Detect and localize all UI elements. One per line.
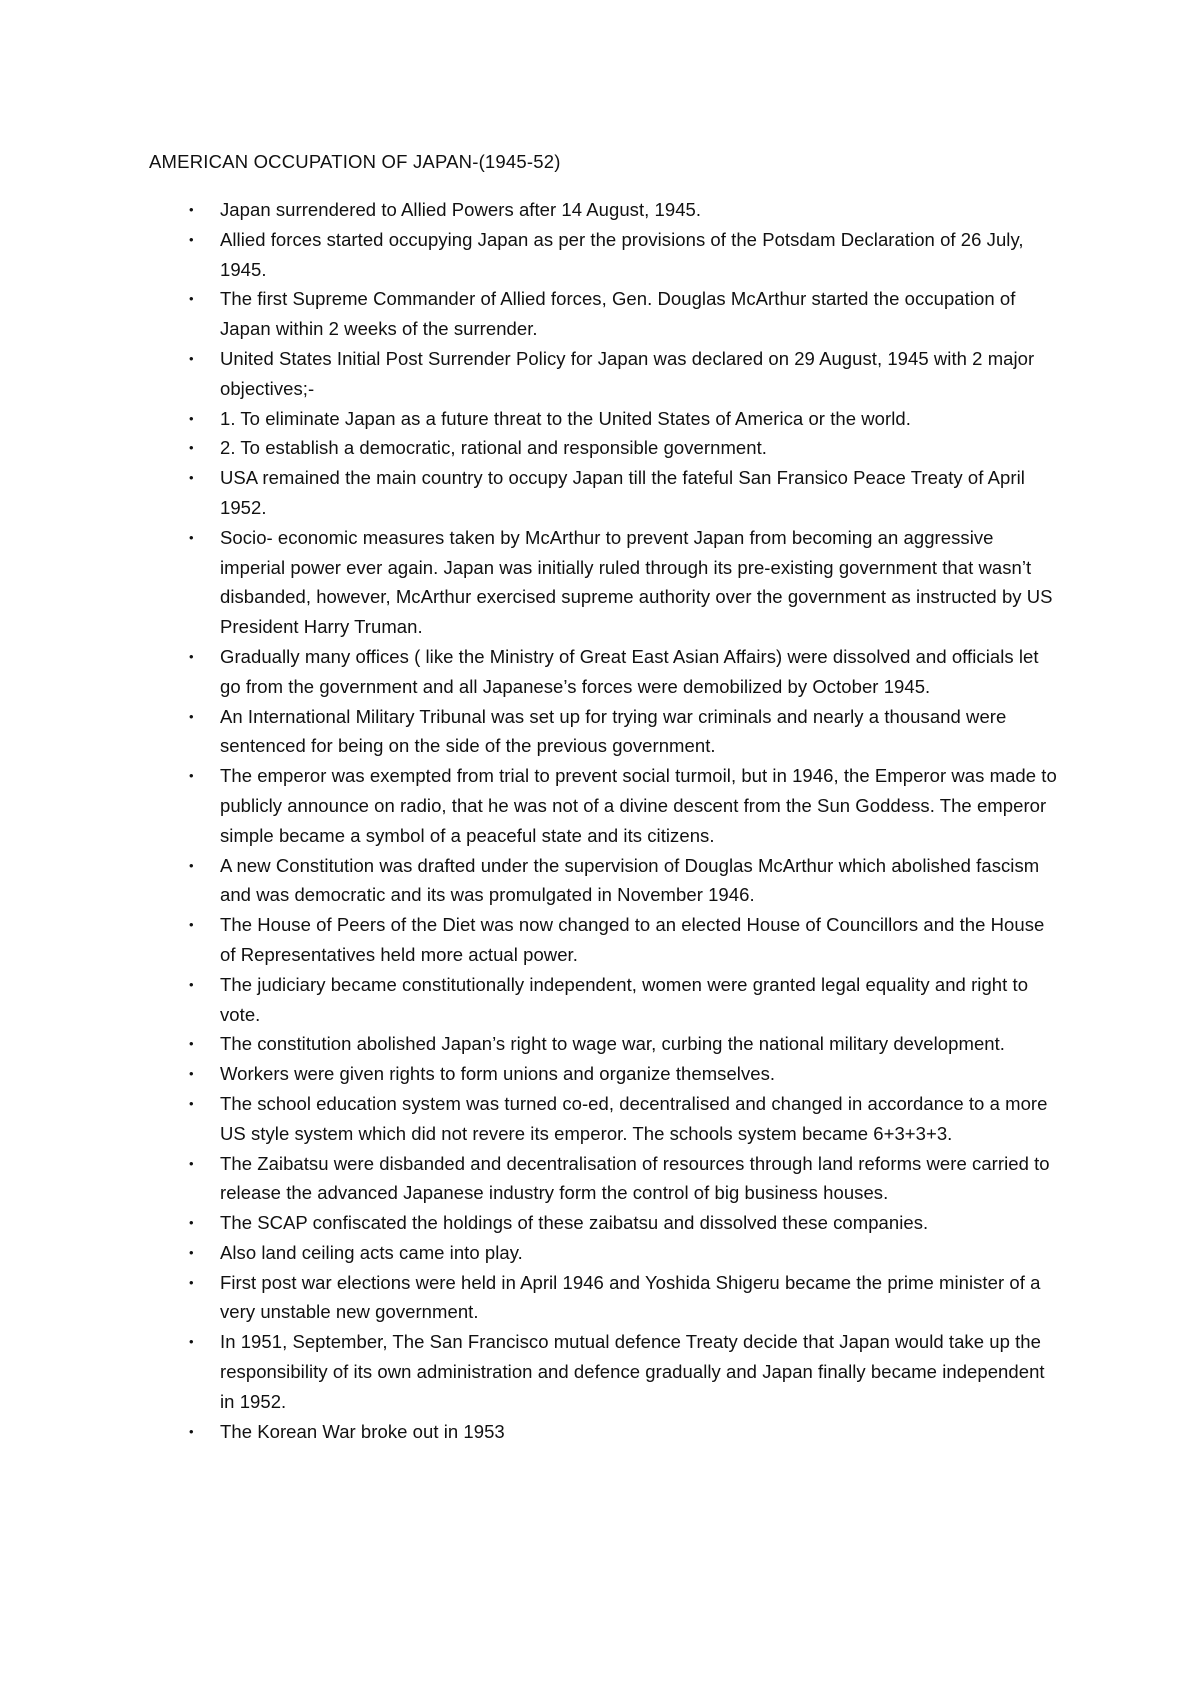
bullet-text: The judiciary became constitutionally independent, women were granted legal equality and right to vote. [220, 973, 1029, 1025]
bullet-item [0, 404, 1200, 434]
bullet-dot-icon: • [189, 1036, 194, 1052]
bullet-text: In 1951, September, The San Francisco mutual defence Treaty decide that Japan would take up the responsibility of its own administration and defence gradually and Japan finally became independent in 1952. [220, 1331, 1045, 1412]
bullet-item [0, 910, 1200, 970]
bullet-dot-icon: • [189, 1423, 194, 1439]
bullet-text: United States Initial Post Surrender Policy for Japan was declared on 29 August, 1945 with 2 major objectives;- [220, 347, 1035, 399]
bullet-dot-icon: • [189, 202, 194, 217]
bullet-text: An International Military Tribunal was set up for trying war criminals and nearly a thousand were sentenced for being on the side of the previous government. [220, 705, 1007, 757]
bullet-list [0, 195, 1200, 1446]
bullet-dot-icon: • [189, 470, 194, 486]
bullet-item [0, 284, 1200, 344]
bullet-text: 2. To establish a democratic, rational and responsible government. [220, 437, 767, 459]
bullet-text: Also land ceiling acts came into play. [220, 1241, 523, 1263]
bullet-dot-icon: • [189, 917, 194, 933]
bullet-item [0, 1089, 1200, 1149]
bullet-text: The SCAP confiscated the holdings of these zaibatsu and dissolved these companies. [220, 1212, 929, 1234]
bullet-item [0, 642, 1200, 702]
bullet-dot-icon: • [189, 857, 194, 873]
bullet-item [0, 1208, 1200, 1238]
bullet-dot-icon: • [189, 350, 194, 366]
bullet-text: First post war elections were held in April 1946 and Yoshida Shigeru became the prime minister of a very unstable new government. [220, 1271, 1041, 1323]
bullet-text: The Zaibatsu were disbanded and decentralisation of resources through land reforms were carried to release the advanced Japanese industry form the control of big business houses. [220, 1152, 1050, 1204]
bullet-item [0, 344, 1200, 404]
bullet-item [0, 761, 1200, 850]
bullet-dot-icon: • [189, 1155, 194, 1171]
bullet-dot-icon: • [189, 976, 194, 992]
bullet-item [0, 1327, 1200, 1416]
bullet-dot-icon: • [189, 1066, 194, 1082]
bullet-item [0, 195, 1200, 225]
bullet-text: The first Supreme Commander of Allied forces, Gen. Douglas McArthur started the occupation of Japan within 2 weeks of the surrender. [220, 288, 1016, 340]
bullet-item [0, 463, 1200, 523]
bullet-dot-icon: • [189, 291, 194, 307]
bullet-text: The emperor was exempted from trial to prevent social turmoil, but in 1946, the Emperor was made to publicly announce on radio, that he was not of a divine descent from the Sun Goddess. The emperor simple became a symbol of a peaceful state and its citizens. [220, 765, 1057, 846]
bullet-dot-icon: • [189, 529, 194, 545]
bullet-dot-icon: • [189, 231, 194, 247]
bullet-item [0, 851, 1200, 911]
bullet-item [0, 1059, 1200, 1089]
bullet-text: Allied forces started occupying Japan as per the provisions of the Potsdam Declaration of 26 July, 1945. [220, 228, 1024, 280]
bullet-item [0, 970, 1200, 1030]
bullet-text: The Korean War broke out in 1953 [220, 1420, 505, 1442]
bullet-text: 1. To eliminate Japan as a future threat to the United States of America or the world. [220, 407, 911, 429]
bullet-item [0, 702, 1200, 762]
bullet-text: Workers were given rights to form unions and organize themselves. [220, 1063, 776, 1085]
bullet-dot-icon: • [189, 708, 194, 724]
bullet-dot-icon: • [189, 1334, 194, 1350]
bullet-text: The constitution abolished Japan’s right to wage war, curbing the national military development. [220, 1033, 1005, 1055]
bullet-item [0, 1417, 1200, 1447]
bullet-item [0, 433, 1200, 463]
bullet-dot-icon: • [189, 648, 194, 664]
bullet-text: The school education system was turned co-ed, decentralised and changed in accordance to a more US style system which did not revere its emperor. The schools system became 6+3+3+3. [220, 1092, 1048, 1144]
bullet-item [0, 1268, 1200, 1328]
bullet-text: The House of Peers of the Diet was now changed to an elected House of Councillors and the House of Representatives held more actual power. [220, 914, 1045, 965]
bullet-dot-icon: • [189, 1274, 194, 1290]
document-title: AMERICAN OCCUPATION OF JAPAN-(1945-52) [149, 151, 561, 172]
bullet-item [0, 225, 1200, 285]
bullet-dot-icon: • [189, 410, 194, 426]
bullet-dot-icon: • [189, 1215, 194, 1231]
bullet-item [0, 1149, 1200, 1209]
bullet-item [0, 1029, 1200, 1059]
bullet-text: Gradually many offices ( like the Ministry of Great East Asian Affairs) were dissolved and officials let go from the government and all Japanese’s forces were demobilized by October 1945. [220, 645, 1039, 697]
bullet-item [0, 1238, 1200, 1268]
bullet-text: Socio- economic measures taken by McArthur to prevent Japan from becoming an aggressive imperial power ever again. Japan was initially ruled through its pre-existing government that wasn’t disbanded, however, McArthur exercised supreme authority over the government as instructed by US President Harry Truman. [220, 526, 1053, 638]
bullet-text: USA remained the main country to occupy Japan till the fateful San Fransico Peace Treaty of April 1952. [220, 467, 1025, 518]
bullet-text: A new Constitution was drafted under the supervision of Douglas McArthur which abolished fascism and was democratic and its was promulgated in November 1946. [220, 854, 1040, 906]
bullet-dot-icon: • [189, 768, 194, 784]
bullet-item [0, 523, 1200, 642]
bullet-dot-icon: • [189, 1244, 194, 1260]
bullet-dot-icon: • [189, 440, 194, 456]
bullet-dot-icon: • [189, 1095, 194, 1111]
bullet-text: Japan surrendered to Allied Powers after 14 August, 1945. [220, 199, 702, 220]
